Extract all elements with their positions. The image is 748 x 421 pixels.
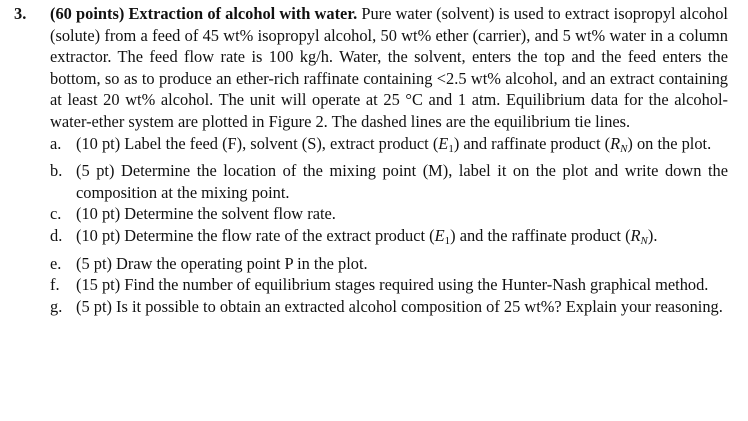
part-text: (5 pt) Is it possible to obtain an extracted alcohol composition of 25 wt%? Explain your reasoning. [76, 296, 723, 316]
part-text-segment: (10 pt) Label the feed (F), solvent (S), extract product ( [76, 133, 439, 153]
symbol-raffinate [610, 134, 627, 153]
problem-3 [14, 3, 728, 317]
part-label: d. [50, 225, 63, 245]
part-c [50, 203, 728, 225]
symbol-letter: R [610, 133, 621, 153]
part-a [50, 133, 728, 161]
symbol-letter: R [630, 225, 641, 245]
part-b [50, 160, 728, 203]
symbol-raffinate [631, 226, 648, 245]
part-e [50, 253, 728, 275]
part-text: (5 pt) Draw the operating point P in the plot. [76, 253, 368, 273]
symbol-extract [438, 134, 454, 153]
problem-statement [50, 3, 728, 133]
part-text [76, 133, 728, 161]
part-text: (5 pt) Determine the location of the mixing point (M), label it on the plot and write down the composition at the mixing point. [76, 161, 728, 202]
part-label: b. [50, 161, 63, 181]
problem-intro: Pure water (solvent) is used to extract isopropyl alcohol (solute) from a feed of 45 wt% isopropyl alcohol, 50 wt% ether (carrier), and 5 wt% water in a column extractor. The feed flow rate is 100 kg/h. Water, the solvent, enters the top and the feed enters the bottom, so as to produce an ether-rich raffinate containing <2.5 wt% alcohol, and an extract containing at least 20 wt% alcohol. The unit will operate at 25 °C and 1 atm. Equilibrium data for the alcohol-water-ether system are plotted in Figure 2. The dashed lines are the equilibrium tie lines. [50, 4, 728, 131]
part-text-segment: (10 pt) Determine the flow rate of the extract product ( [76, 225, 435, 245]
part-f [50, 274, 728, 296]
symbol-letter: E [438, 133, 449, 153]
symbol-letter: E [434, 225, 445, 245]
symbol-extract [435, 226, 451, 245]
symbol-subscript: 1 [444, 234, 451, 247]
part-label: a. [50, 133, 62, 153]
problem-number: 3. [14, 4, 27, 23]
symbol-subscript: N [620, 142, 628, 155]
part-label: f. [50, 275, 60, 295]
symbol-subscript: N [640, 234, 648, 247]
part-text-segment: ) and raffinate product ( [453, 133, 611, 153]
part-label: c. [50, 204, 62, 224]
part-g [50, 296, 728, 318]
parts-list [50, 133, 728, 318]
part-text-segment: ) and the raffinate product ( [450, 225, 631, 245]
problem-body [50, 3, 728, 317]
part-d [50, 225, 728, 253]
part-text-segment: ) on the plot. [627, 133, 712, 153]
part-text: (15 pt) Find the number of equilibrium stages required using the Hunter-Nash graphical method. [76, 275, 709, 295]
part-text: (10 pt) Determine the solvent flow rate. [76, 204, 336, 224]
part-text-segment: ). [647, 225, 658, 245]
part-label: e. [50, 253, 62, 273]
problem-heading: (60 points) Extraction of alcohol with water. [50, 4, 358, 23]
part-label: g. [50, 296, 63, 316]
symbol-subscript: 1 [448, 142, 454, 155]
part-text [76, 225, 728, 253]
